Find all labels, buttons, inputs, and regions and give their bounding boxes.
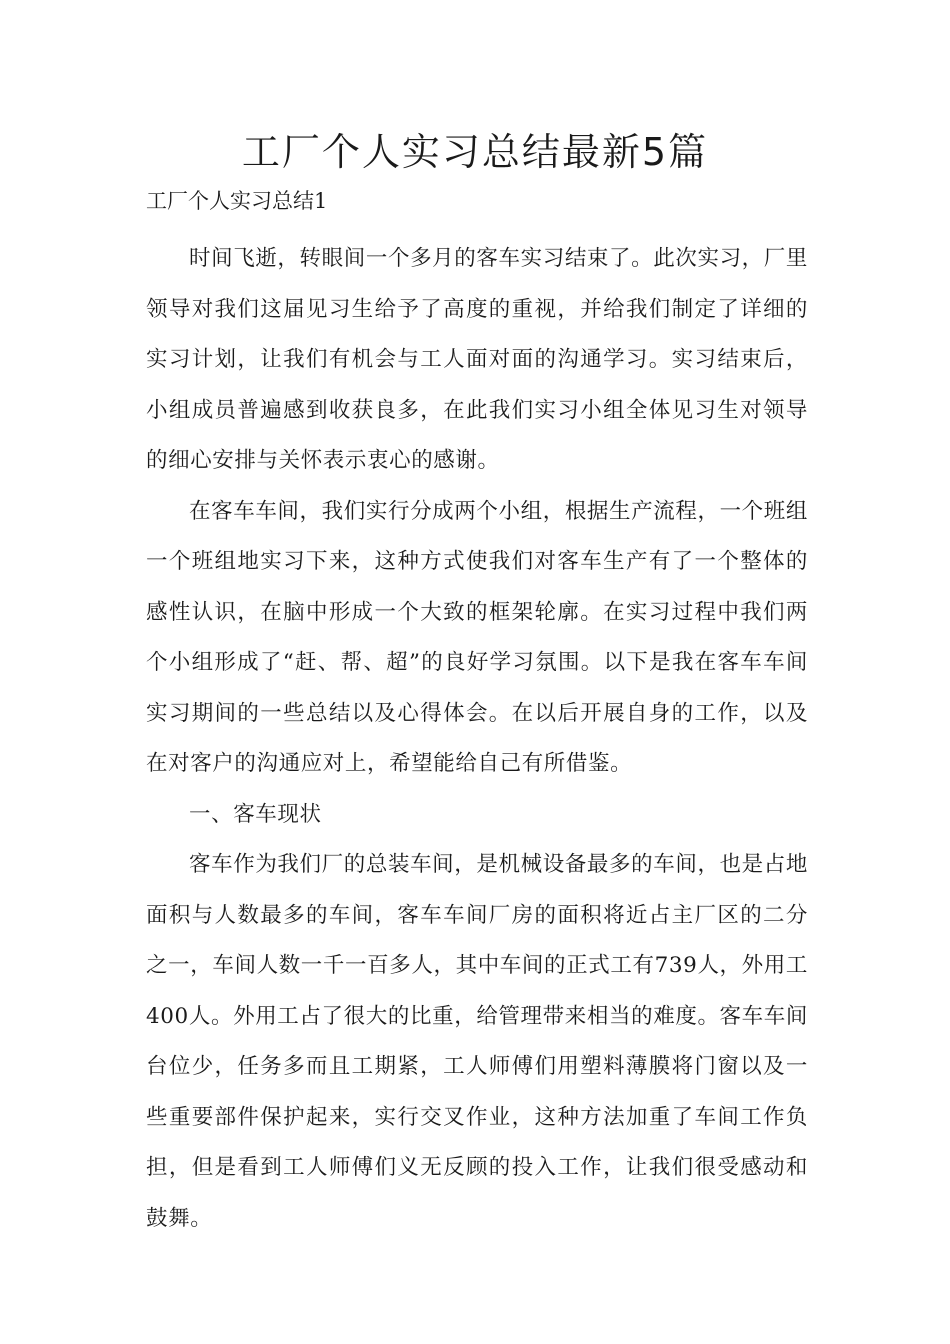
paragraph-workshop: 在客车车间，我们实行分成两个小组，根据生产流程，一个班组一个班组地实习下来，这种方式使我们对客车生产有了一个整体的感性认识，在脑中形成一个大致的框架轮廓。在实习过程中我们两个小组形成了“赶、帮、超”的良好学习氛围。以下是我在客车车间实习期间的一些总结以及心得体会。在以后开展自身的工作，以及在对客户的沟通应对上，希望能给自己有所借鉴。 xyxy=(146,498,808,776)
section-heading: 一、客车现状 xyxy=(189,801,322,827)
document-title: 工厂个人实习总结最新5篇 xyxy=(241,130,709,174)
paragraph-intro: 时间飞逝，转眼间一个多月的客车实习结束了。此次实习，厂里领导对我们这届见习生给予了高度的重视，并给我们制定了详细的实习计划，让我们有机会与工人面对面的沟通学习。实习结束后，小组成员普遍感到收获良多，在此我们实习小组全体见习生对领导的细心安排与关怀表示衷心的感谢。 xyxy=(146,246,808,473)
paragraph-status: 客车作为我们厂的总装车间，是机械设备最多的车间，也是占地面积与人数最多的车间，客车车间厂房的面积将近占主厂区的二分之一，车间人数一千一百多人，其中车间的正式工有739人，外用工400人。外用工占了很大的比重，给管理带来相当的难度。客车车间台位少，任务多而且工期紧，工人师傅们用塑料薄膜将门窗以及一些重要部件保护起来，实行交叉作业，这种方法加重了车间工作负担，但是看到工人师傅们义无反顾的投入工作，让我们很受感动和鼓舞。 xyxy=(146,852,808,1231)
document-subtitle: 工厂个人实习总结1 xyxy=(146,189,328,213)
document-body xyxy=(146,234,808,1244)
